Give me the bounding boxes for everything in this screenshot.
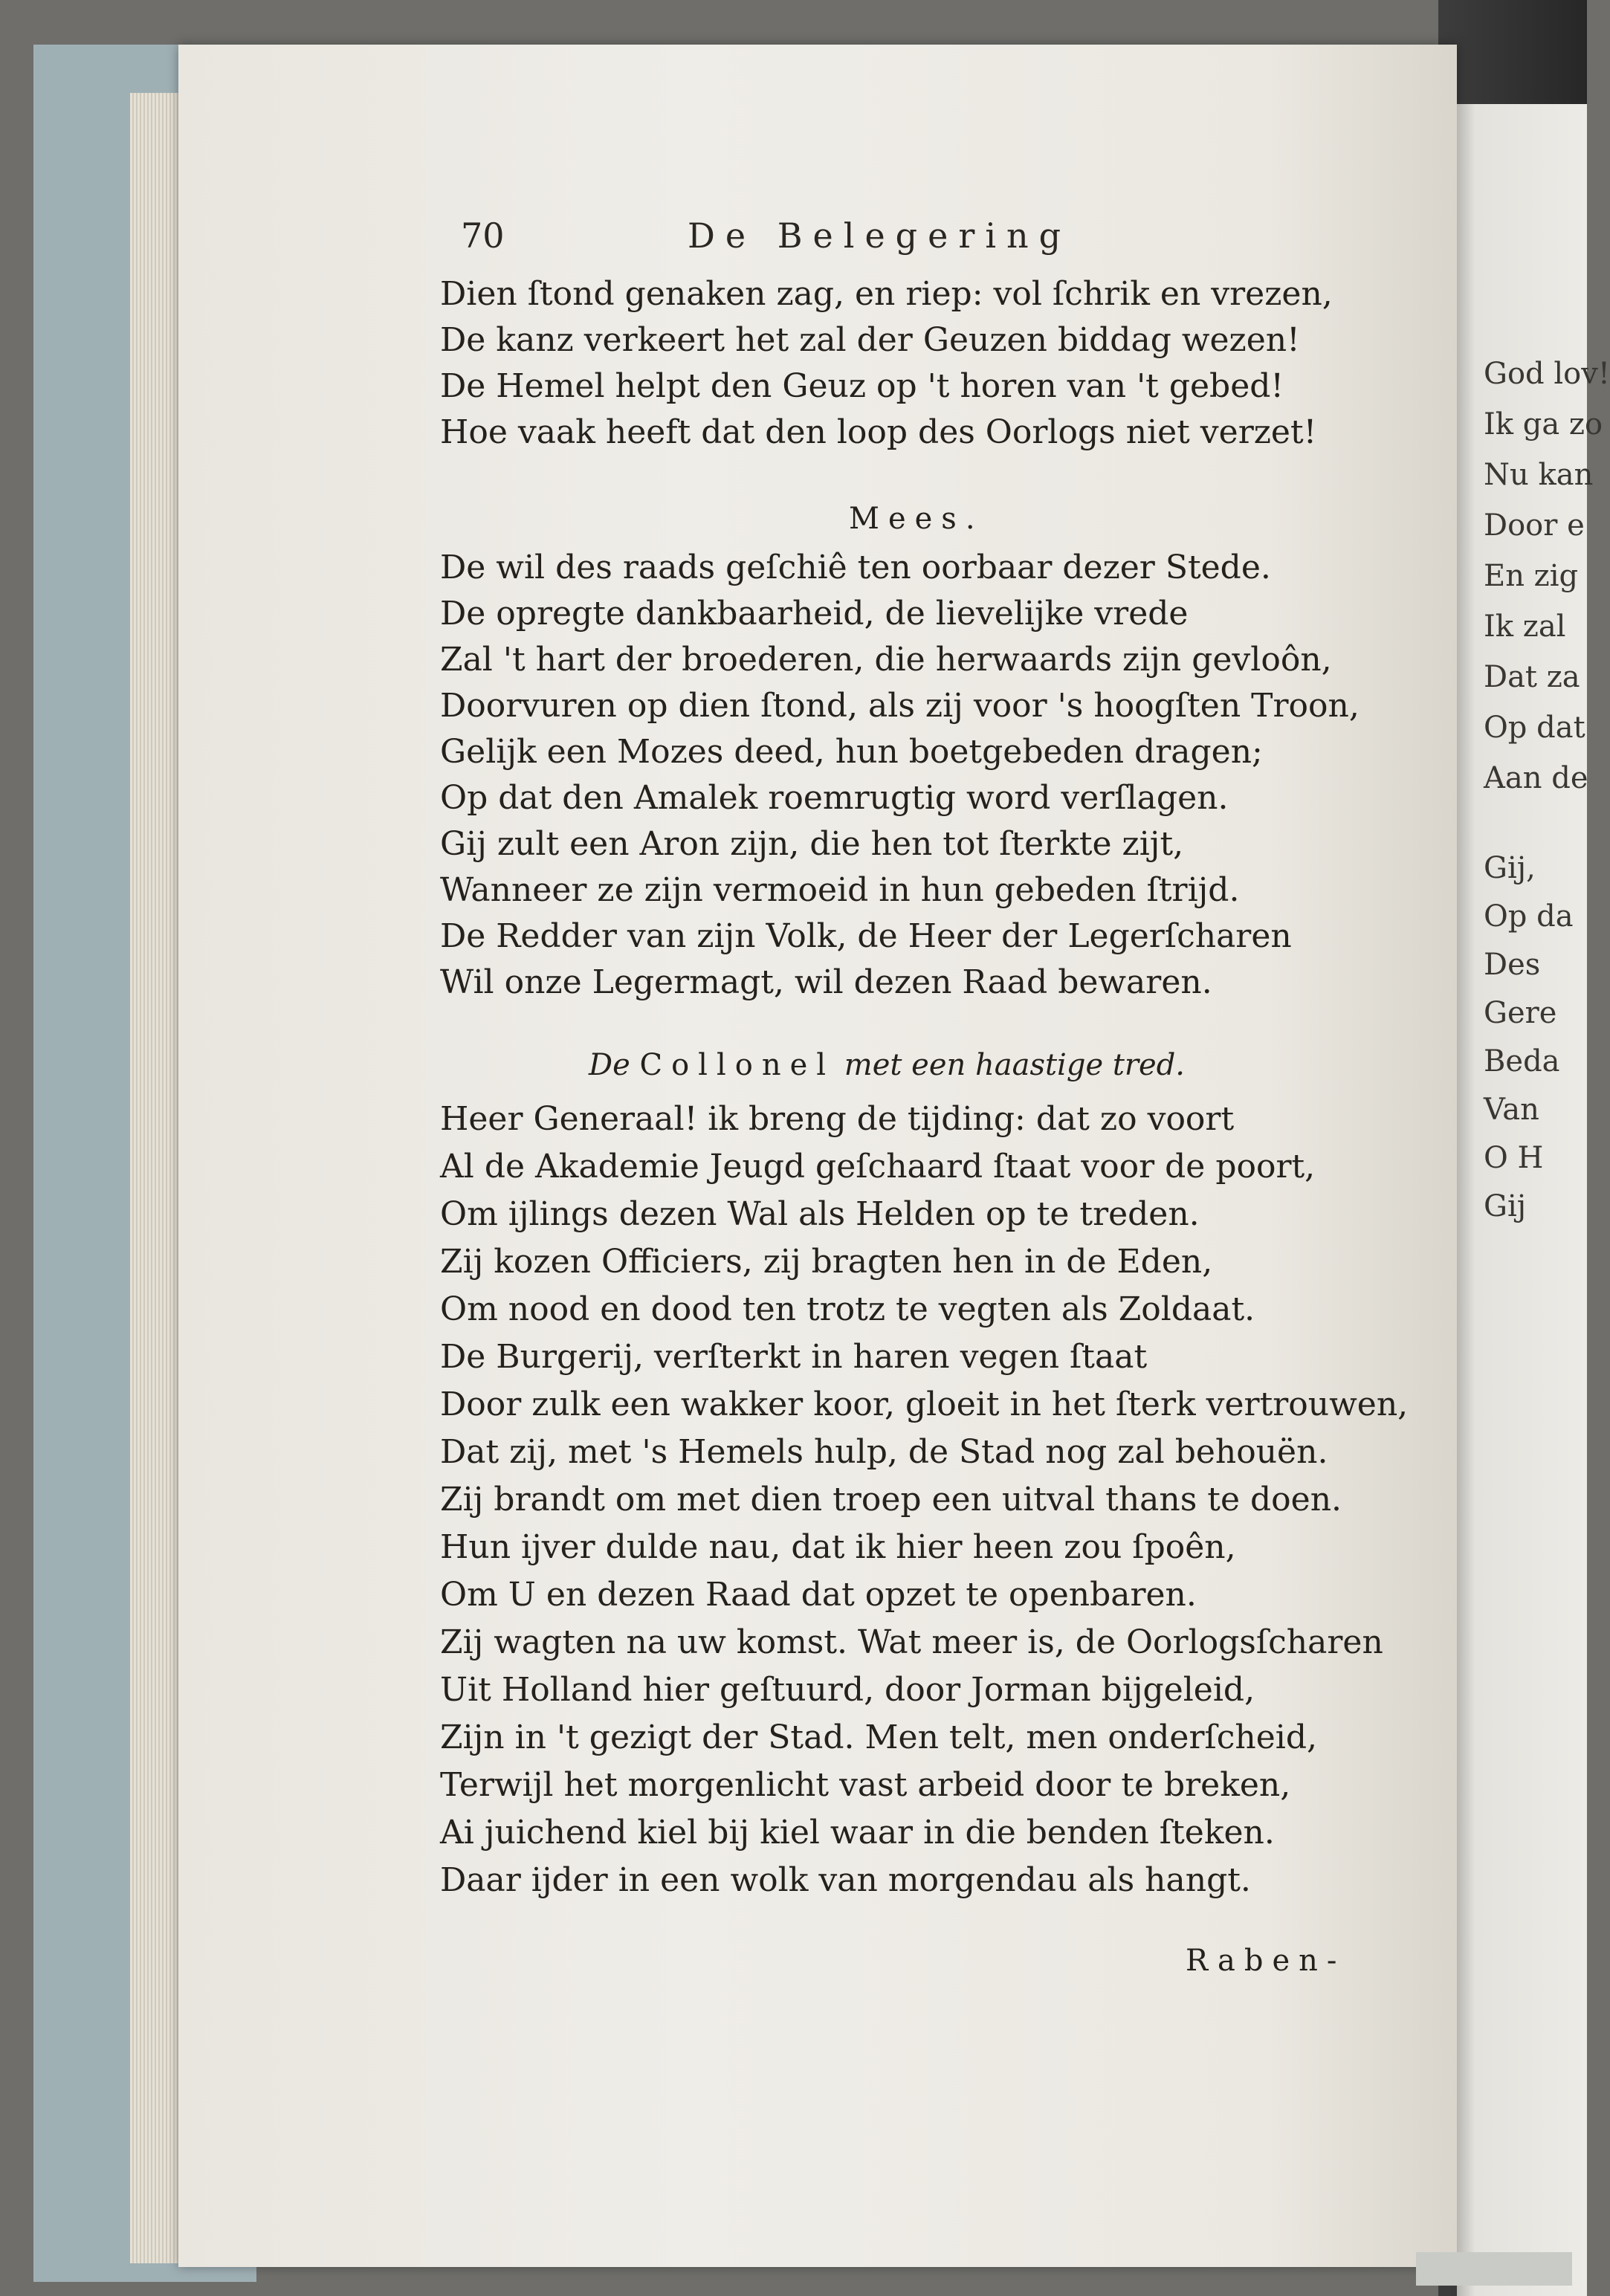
verse-line: Hoe vaak heeft dat den loop des Oorlogs niet verzet! — [440, 413, 1317, 451]
facing-line: Gij — [1484, 1189, 1527, 1223]
verse-line: De Hemel helpt den Geuz op 't horen van 't gebed! — [440, 367, 1284, 405]
facing-line: Nu kan — [1484, 458, 1594, 492]
verse-line: Daar ijder in een wolk van morgendau als hangt. — [440, 1861, 1251, 1899]
facing-line: Door e — [1484, 508, 1585, 543]
facing-line: Beda — [1484, 1044, 1560, 1079]
verse-line: De opregte dankbaarheid, de lievelijke vrede — [440, 595, 1189, 633]
running-title: De Belegering — [688, 216, 1072, 256]
speaker-name: Collonel — [639, 1048, 835, 1082]
catchword: Raben- — [1186, 1944, 1346, 1978]
verse-line: De Burgerij, verſterkt in haren vegen ſtaat — [440, 1338, 1148, 1376]
verse-line: Door zulk een wakker koor, gloeit in het ſterk vertrouwen, — [440, 1385, 1409, 1423]
verse-line: Om U en dezen Raad dat opzet te openbaren. — [440, 1576, 1197, 1614]
facing-page — [1457, 104, 1610, 2296]
facing-line: O H — [1484, 1141, 1544, 1175]
verse-line: Om ijlings dezen Wal als Helden op te treden. — [440, 1195, 1200, 1233]
verse-line: Dat zij, met 's Hemels hulp, de Stad nog zal behouën. — [440, 1433, 1328, 1471]
verse-line: Zij kozen Officiers, zij bragten hen in de Eden, — [440, 1243, 1213, 1281]
verse-line: Al de Akademie Jeugd geſchaard ſtaat voor de poort, — [440, 1148, 1316, 1186]
verse-line: Gij zult een Aron zijn, die hen tot ſterkte zijt, — [440, 825, 1184, 863]
facing-line: Gij, — [1484, 851, 1536, 885]
verse-line: De Redder van zijn Volk, de Heer der Legerſcharen — [440, 917, 1292, 955]
verse-line: Dien ſtond genaken zag, en riep: vol ſchrik en vrezen, — [440, 275, 1333, 313]
verse-line: Terwijl het morgenlicht vast arbeid door te breken, — [440, 1766, 1291, 1804]
verse-line: Zijn in 't gezigt der Stad. Men telt, men onderſcheid, — [440, 1718, 1318, 1756]
facing-line: Ik ga zo — [1484, 407, 1603, 442]
verse-line: De wil des raads geſchiê ten oorbaar dezer Stede. — [440, 549, 1271, 586]
stage-direction — [589, 1048, 1185, 1082]
verse-line: Ai juichend kiel bij kiel waar in die benden ſteken. — [440, 1814, 1275, 1852]
stage-prefix: De — [589, 1048, 630, 1082]
facing-line: En zig — [1484, 559, 1579, 593]
verse-line: De kanz verkeert het zal der Geuzen biddag wezen! — [440, 321, 1300, 359]
binding-tab — [1416, 2252, 1572, 2286]
facing-line: God lov! — [1484, 357, 1610, 391]
verse-line: Wanneer ze zijn vermoeid in hun gebeden ſtrijd. — [440, 871, 1240, 909]
verse-line: Doorvuren op dien ſtond, als zij voor 's hoogſten Troon, — [440, 687, 1360, 725]
verse-line: Uit Holland hier geſtuurd, door Jorman bijgeleid, — [440, 1671, 1255, 1709]
verse-line: Zij brandt om met dien troep een uitval thans te doen. — [440, 1481, 1342, 1519]
facing-line: Op da — [1484, 899, 1574, 934]
stage-suffix: met een haastige tred. — [844, 1048, 1186, 1082]
facing-line: Ik zal — [1484, 609, 1566, 644]
verse-line: Gelijk een Mozes deed, hun boetgebeden dragen; — [440, 733, 1263, 771]
page-number: 70 — [461, 216, 505, 256]
facing-line: Op dat — [1484, 711, 1585, 745]
verse-line: Hun ijver dulde nau, dat ik hier heen zou ſpoên, — [440, 1528, 1236, 1566]
facing-line: Des — [1484, 948, 1541, 982]
facing-line: Dat za — [1484, 660, 1580, 694]
speaker-name: Mees. — [849, 502, 984, 536]
verse-line: Zal 't hart der broederen, die herwaards zijn gevloôn, — [440, 641, 1332, 679]
verse-line: Zij wagten na uw komst. Wat meer is, de Oorlogsſcharen — [440, 1623, 1383, 1661]
facing-line: Aan de — [1484, 761, 1588, 795]
verse-line: Om nood en dood ten trotz te vegten als Zoldaat. — [440, 1290, 1255, 1328]
facing-line: Van — [1484, 1093, 1539, 1127]
verse-line: Heer Generaal! ik breng de tijding: dat zo voort — [440, 1100, 1235, 1138]
verse-line: Wil onze Legermagt, wil dezen Raad bewaren. — [440, 963, 1212, 1001]
facing-line: Gere — [1484, 996, 1557, 1030]
verse-line: Op dat den Amalek roemrugtig word verſlagen. — [440, 779, 1229, 817]
page-header — [461, 216, 1278, 268]
